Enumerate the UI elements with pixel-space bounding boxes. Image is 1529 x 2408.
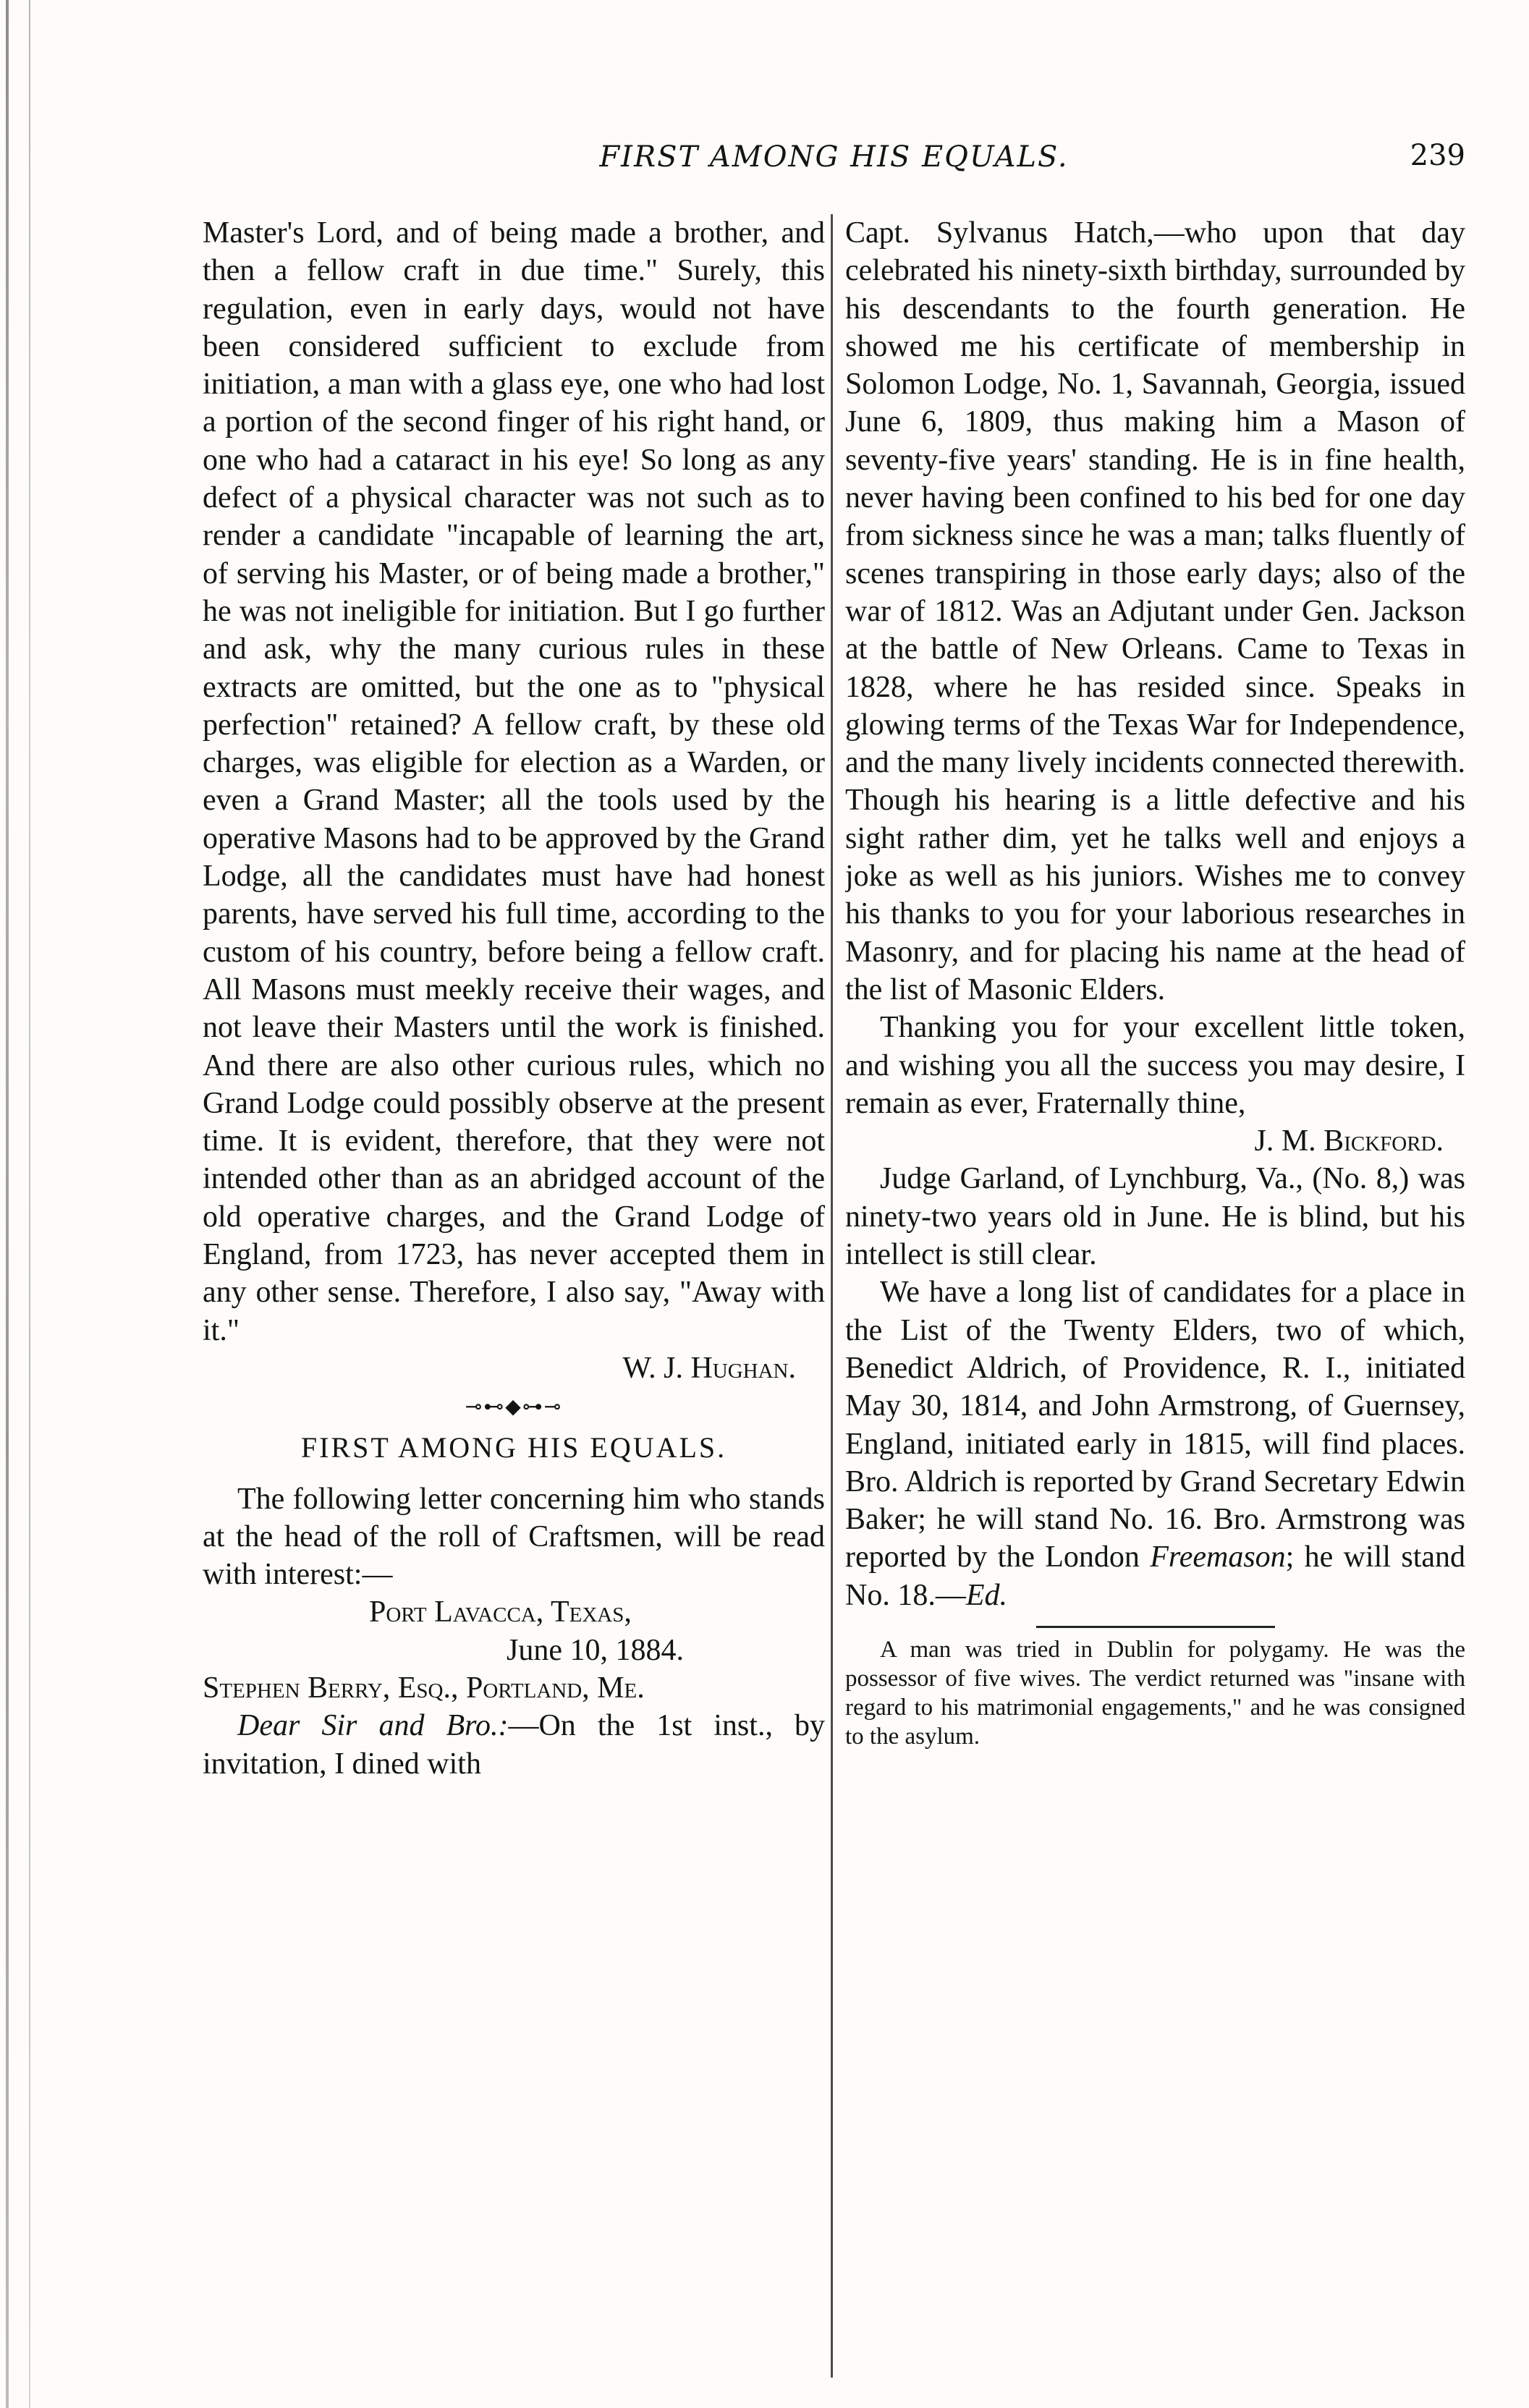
letter-start: —On the 1st inst., by invitation, I dined with xyxy=(203,1709,825,1781)
para4-ed: Ed. xyxy=(965,1578,1007,1612)
footnote-text: A man was tried in Dublin for polygamy. He was the possessor of five wives. The verdict returned was "insane with regard to his matrimonial engagements," and he was consigned to the asylum. xyxy=(845,1636,1465,1750)
column-rule xyxy=(831,214,833,2378)
binding-edge-inner xyxy=(29,0,30,2408)
ornament-rule: ⊸⊷◆⊶⊸ xyxy=(465,1396,563,1419)
note-rule xyxy=(1036,1626,1275,1628)
signature-bickford: J. M. Bickford. xyxy=(1254,1124,1444,1158)
section-heading: FIRST AMONG HIS EQUALS. xyxy=(300,1431,727,1464)
left-paragraph-1: Master's Lord, and of being made a brother, and then a fellow craft in due time." Surely, this regulation, even in early days, would not have been considered sufficient to exclude from initiation, a man with a glass eye, one who had lost a portion of the second finger of his right hand, or one who had a cataract in his eye! So long as any defect of a physical character was not such as to render a candidate "incapable of learning the art, of serving his Master, or of being made a brother," he was not ineligible for initiation. But I go further and ask, why the many curious rules in these extracts are omitted, but the one as to "physical perfection" retained? A fellow craft, by these old charges, was eligible for election as a Warden, or even a Grand Master; all the tools used by the operative Masons had to be approved by the Grand Lodge, all the candidates must have had honest parents, have served his full time, according to the custom of his country, before being a fellow craft. All Masons must meekly receive their wages, and not leave their Masters until the work is finished. And there are also other curious rules, which no Grand Lodge could possibly observe at the present time. It is evident, therefore, that they were not intended other than as an abridged account of the old operative charges, and the Grand Lodge of England, from 1723, has never accepted them in any other sense. Therefore, I also say, "Away with it." xyxy=(203,216,825,1347)
signature-hughan: W. J. Hughan. xyxy=(622,1351,796,1385)
para4-end: ; he will stand No. 18.— xyxy=(845,1540,1465,1612)
letter-addressee: Stephen Berry, Esq., Portland, Me. xyxy=(203,1671,645,1705)
running-head xyxy=(203,135,1465,185)
right-paragraph-4 xyxy=(845,1273,1465,1614)
right-paragraph-2: Thanking you for your excellent little token, and wishing you all the success you may desire, I remain as ever, Fraternally thine, xyxy=(845,1011,1465,1120)
para4-text: We have a long list of candidates for a place in the List of the Twenty Elders, two of which, Benedict Aldrich, of Providence, R. I., initiated May 30, 1814, and John Armstrong, of Guernsey, England, initiated early in 1815, will find places. Bro. Aldrich is reported by Grand Secretary Edwin Baker; he will stand No. 16. Bro. Armstrong was reported by the London xyxy=(845,1276,1465,1574)
letter-date: June 10, 1884. xyxy=(507,1633,684,1667)
right-paragraph-3: Judge Garland, of Lynchburg, Va., (No. 8,) was ninety-two years old in June. He is blind, but his intellect is still clear. xyxy=(845,1162,1465,1272)
right-paragraph-1: Capt. Sylvanus Hatch,—who upon that day celebrated his ninety-sixth birthday, surrounded by his descendants to the fourth generation. He showed me his certificate of membership in Solomon Lodge, No. 1, Savannah, Georgia, issued June 6, 1809, thus making him a Mason of seventy-five years' standing. He is in fine health, never having been confined to his bed for one day from sickness since he was a man; talks fluently of scenes transpiring in those early days; also of the war of 1812. Was an Adjutant under Gen. Jackson at the battle of New Orleans. Came to Texas in 1828, where he has resided since. Speaks in glowing terms of the Texas War for Independence, and the many lively incidents connected therewith. Though his hearing is a little defective and his sight rather dim, yet he talks well and enjoys a joke as well as his juniors. Wishes me to convey his thanks to you for your laborious researches in Masonry, and for placing his name at the head of the list of Masonic Elders. xyxy=(845,216,1465,1006)
page-number: 239 xyxy=(1410,139,1465,172)
running-title: FIRST AMONG HIS EQUALS. xyxy=(599,140,1069,174)
letter-place: Port Lavacca, Texas, xyxy=(369,1595,632,1629)
left-paragraph-2: The following letter concerning him who stands at the head of the roll of Craftsmen, will be read with interest:— xyxy=(203,1482,825,1592)
footnote-block xyxy=(845,1635,1465,1751)
letter-salutation xyxy=(203,1707,825,1783)
salutation-text: Dear Sir and Bro.: xyxy=(237,1709,509,1743)
left-column xyxy=(203,214,825,2370)
binding-edge xyxy=(6,0,9,2408)
para4-italic: Freemason xyxy=(1150,1540,1286,1574)
right-column xyxy=(845,214,1465,2370)
